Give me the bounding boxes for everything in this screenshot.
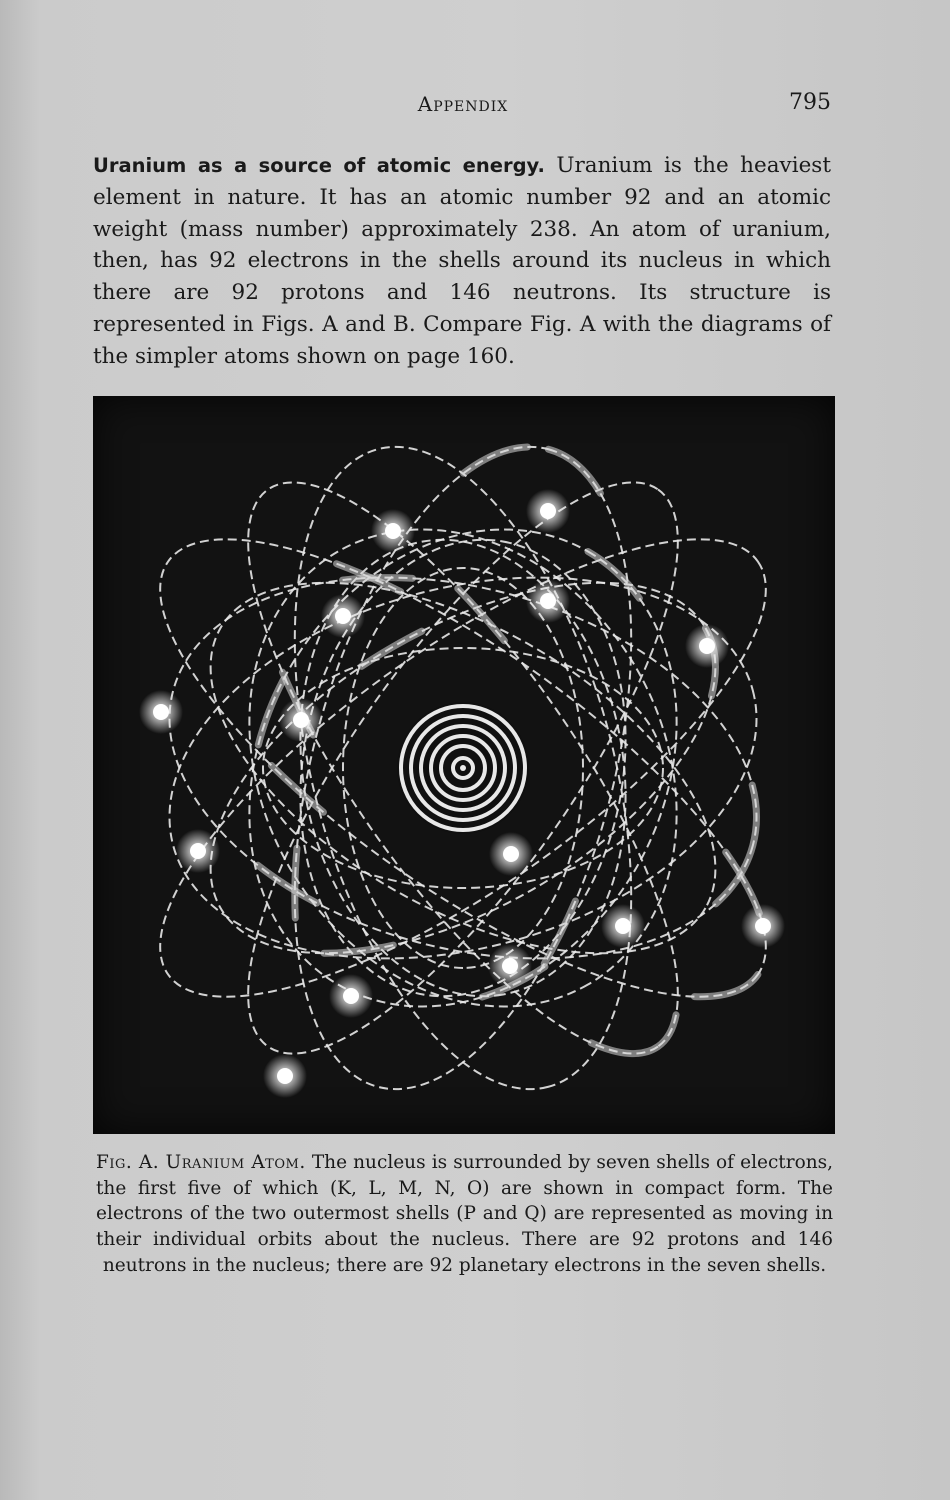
- nucleus-core: [460, 765, 466, 771]
- electron: [540, 593, 556, 609]
- electron: [385, 523, 401, 539]
- electron: [540, 503, 556, 519]
- electron: [335, 608, 351, 624]
- electron: [755, 918, 771, 934]
- electron: [502, 958, 518, 974]
- figure-caption: [96, 1150, 833, 1279]
- paragraph-text: Uranium is the heaviest element in nature. It has an atomic number 92 and an atomic weight (mass number) approximately 238. An atom of uranium, then, has 92 electrons in the shells around its nucleus in which there are 92 protons and 146 neutrons. Its structure is represented in Figs. A and B. Compare Fig. A with the diagrams of the simpler atoms shown on page 160.: [93, 153, 831, 369]
- page-number: 795: [789, 90, 831, 115]
- caption-label: Fig. A. Uranium Atom.: [96, 1152, 306, 1173]
- running-head: [93, 90, 833, 120]
- electron: [277, 1068, 293, 1084]
- electron: [293, 712, 309, 728]
- electron: [615, 918, 631, 934]
- electron: [343, 988, 359, 1004]
- uranium-atom-diagram: [93, 396, 835, 1134]
- electron: [153, 704, 169, 720]
- electron: [699, 638, 715, 654]
- running-title: Appendix: [417, 92, 509, 116]
- run-in-heading: Uranium as a source of atomic energy.: [93, 154, 545, 177]
- body-paragraph: [93, 150, 831, 373]
- caption-text: The nucleus is surrounded by seven shells of electrons, the first five of which (K, L, M, N, O) are shown in compact form. The electrons of the two outermost shells (P and Q) are represented as moving in their individual orbits about the nucleus. There are 92 protons and 146 neutrons in the nucleus; there are 92 planetary electrons in the seven shells.: [96, 1152, 834, 1276]
- uranium-atom-figure: [93, 396, 835, 1134]
- electron: [503, 846, 519, 862]
- electron: [190, 843, 206, 859]
